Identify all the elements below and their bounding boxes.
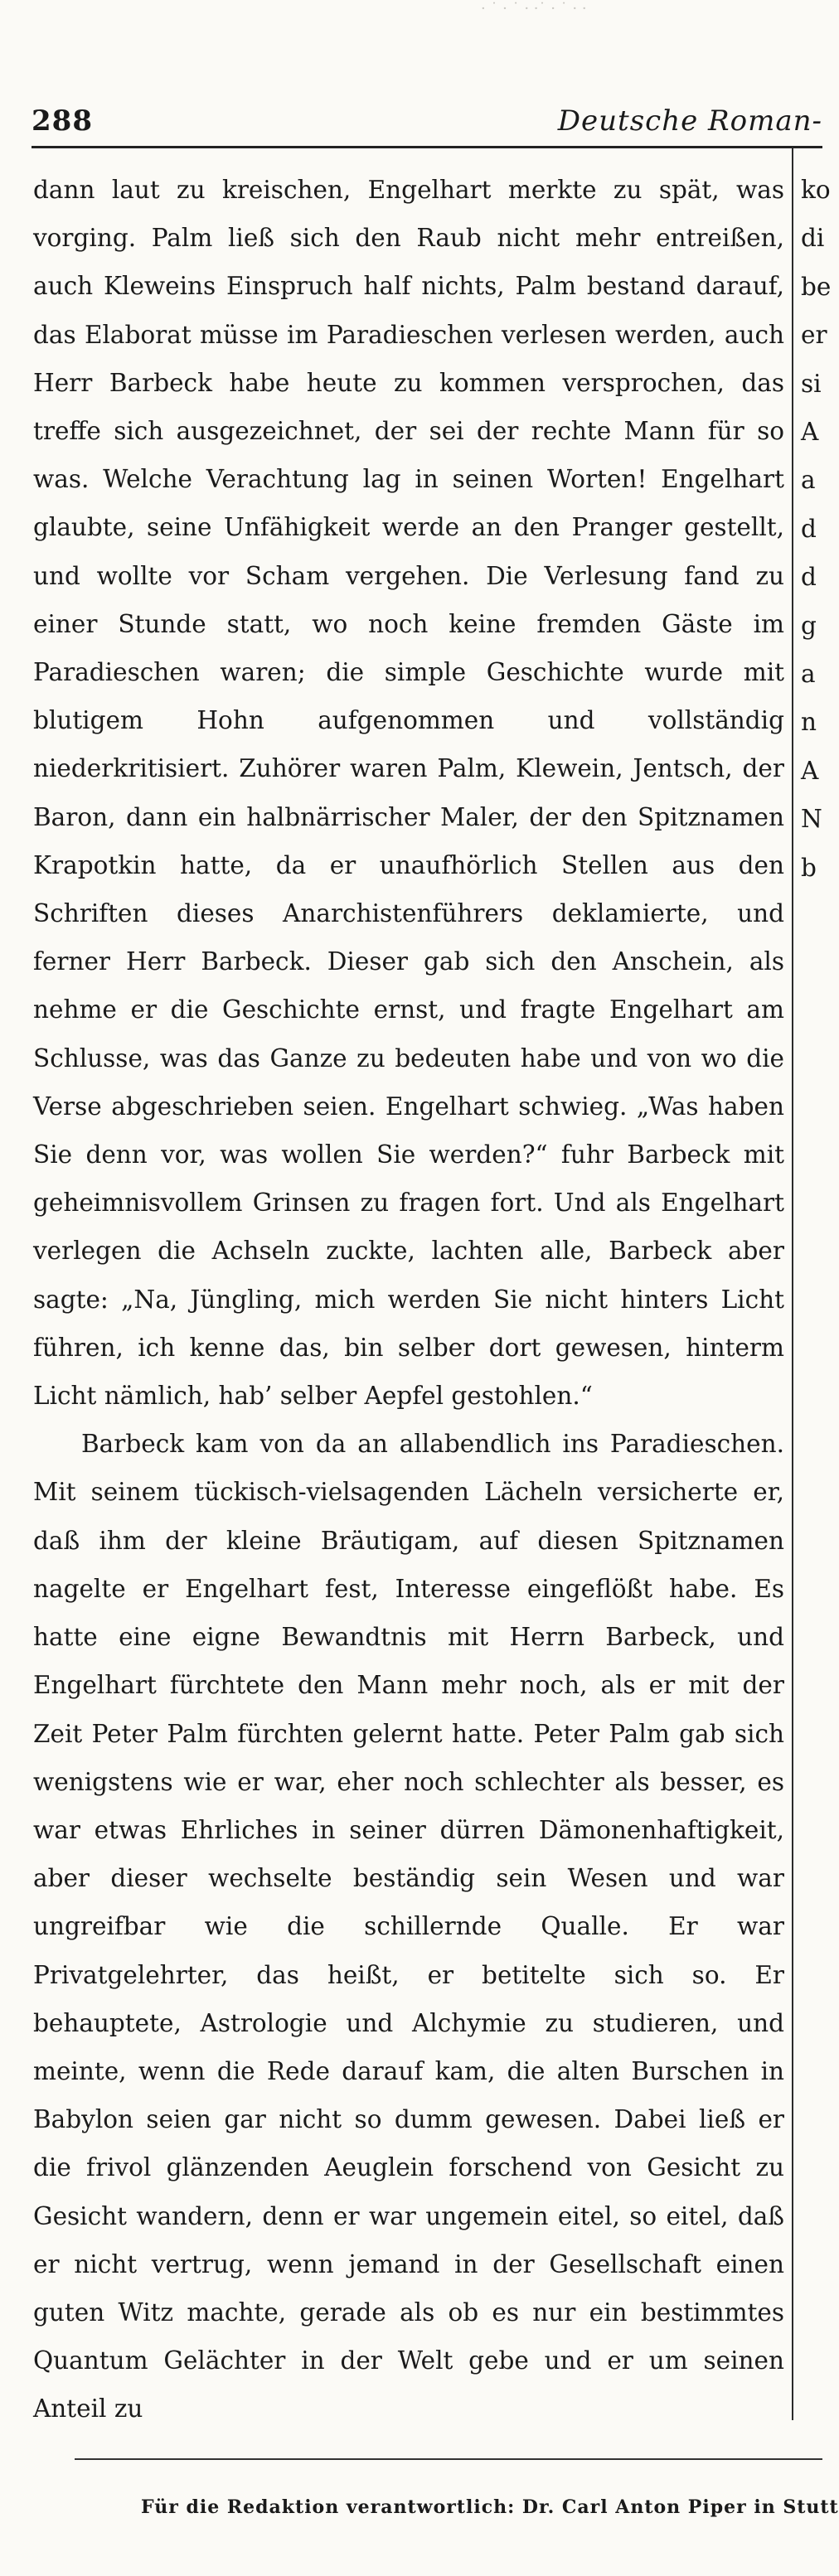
column-fragment: be — [801, 272, 832, 301]
column-fragment: d — [801, 514, 817, 543]
column-fragment: g — [801, 611, 817, 640]
column-fragment: n — [801, 708, 817, 737]
column-fragment: N — [801, 805, 822, 834]
column-fragment: d — [801, 563, 817, 592]
page-number: 288 — [32, 104, 93, 138]
footer-rule — [75, 2458, 822, 2460]
header-rule — [32, 146, 822, 148]
imprint-footer: Für die Redaktion verantwortlich: Dr. Carl Anton Piper in Stutt — [141, 2496, 839, 2518]
column-divider — [792, 148, 793, 2420]
running-title: Deutsche Roman- — [557, 104, 822, 138]
column-fragment: b — [801, 853, 817, 882]
column-fragment: di — [801, 224, 825, 253]
column-fragment: A — [801, 418, 819, 447]
adjacent-column-fragments — [801, 166, 832, 995]
column-fragment: a — [801, 466, 816, 495]
column-fragment: A — [801, 756, 819, 785]
column-fragment: ko — [801, 176, 831, 204]
page-header — [32, 98, 822, 148]
paragraph-2: Barbeck kam von da an allabendlich ins Paradieschen. Mit seinem tückisch-vielsagenden Lächeln versicherte er, daß ihm der kleine Bräutigam, auf diesen Spitznamen nagelte er Engelhart fest, Interesse eingeflößt habe. Es hatte eine eigne Bewandtnis mit Herrn Barbeck, und Engelhart fürchtete den Mann mehr noch, als er mit der Zeit Peter Palm fürchten gelernt hatte. Peter Palm gab sich wenigstens wie er war, eher noch schlechter als besser, es war etwas Ehrliches in seiner dürren Dämonenhaftigkeit, aber dieser wechselte beständig sein Wesen und war ungreifbar wie die schillernde Qualle. Er war Privatgelehrter, das heißt, er betitelte sich so. Er behauptete, Astrologie und Alchymie zu studieren, und meinte, wenn die Rede darauf kam, die alten Burschen in Babylon seien gar nicht so dumm gewesen. Dabei ließ er die frivol glänzenden Aeuglein forschend von Gesicht zu Gesicht wandern, denn er war ungemein eitel, so eitel, daß er nicht vertrug, wenn jemand in der Gesellschaft einen guten Witz machte, gerade als ob es nur ein bestimmtes Quantum Gelächter in der Welt gebe und er um seinen Anteil zu — [33, 1430, 784, 2423]
bleed-through-marks: · ˙ · ˙ · ·˙ · ˙ · · — [481, 0, 587, 17]
column-fragment: si — [801, 369, 822, 398]
main-text-column — [33, 166, 784, 2423]
paragraph-1: dann laut zu kreischen, Engelhart merkte zu spät, was vorging. Palm ließ sich den Raub nicht mehr entreißen, auch Kleweins Einspruch half nichts, Palm bestand darauf, das Elaborat müsse im Paradieschen verlesen werden, auch Herr Barbeck habe heute zu kommen versprochen, das treffe sich ausgezeichnet, der sei der rechte Mann für so was. Welche Verachtung lag in seinen Worten! Engelhart glaubte, seine Unfähigkeit werde an den Pranger gestellt, und wollte vor Scham vergehen. Die Verlesung fand zu einer Stunde statt, wo noch keine fremden Gäste im Paradieschen waren; die simple Geschichte wurde mit blutigem Hohn aufgenommen und vollständig niederkritisiert. Zuhörer waren Palm, Klewein, Jentsch, der Baron, dann ein halbnärrischer Maler, der den Spitznamen Krapotkin hatte, da er unaufhörlich Stellen aus den Schriften dieses Anarchistenführers deklamierte, und ferner Herr Barbeck. Dieser gab sich den Anschein, als nehme er die Geschichte ernst, und fragte Engelhart am Schlusse, was das Ganze zu bedeuten habe und von wo die Verse abgeschrieben seien. Engelhart schwieg. „Was haben Sie denn vor, was wollen Sie werden?“ fuhr Barbeck mit geheimnisvollem Grinsen zu fragen fort. Und als Engelhart verlegen die Achseln zuckte, lachten alle, Barbeck aber sagte: „Na, Jüngling, mich werden Sie nicht hinters Licht führen, ich kenne das, bin selber dort gewesen, hinterm Licht nämlich, hab’ selber Aepfel gestohlen.“ — [33, 176, 784, 1411]
column-fragment: a — [801, 660, 816, 689]
column-fragment: er — [801, 321, 827, 350]
